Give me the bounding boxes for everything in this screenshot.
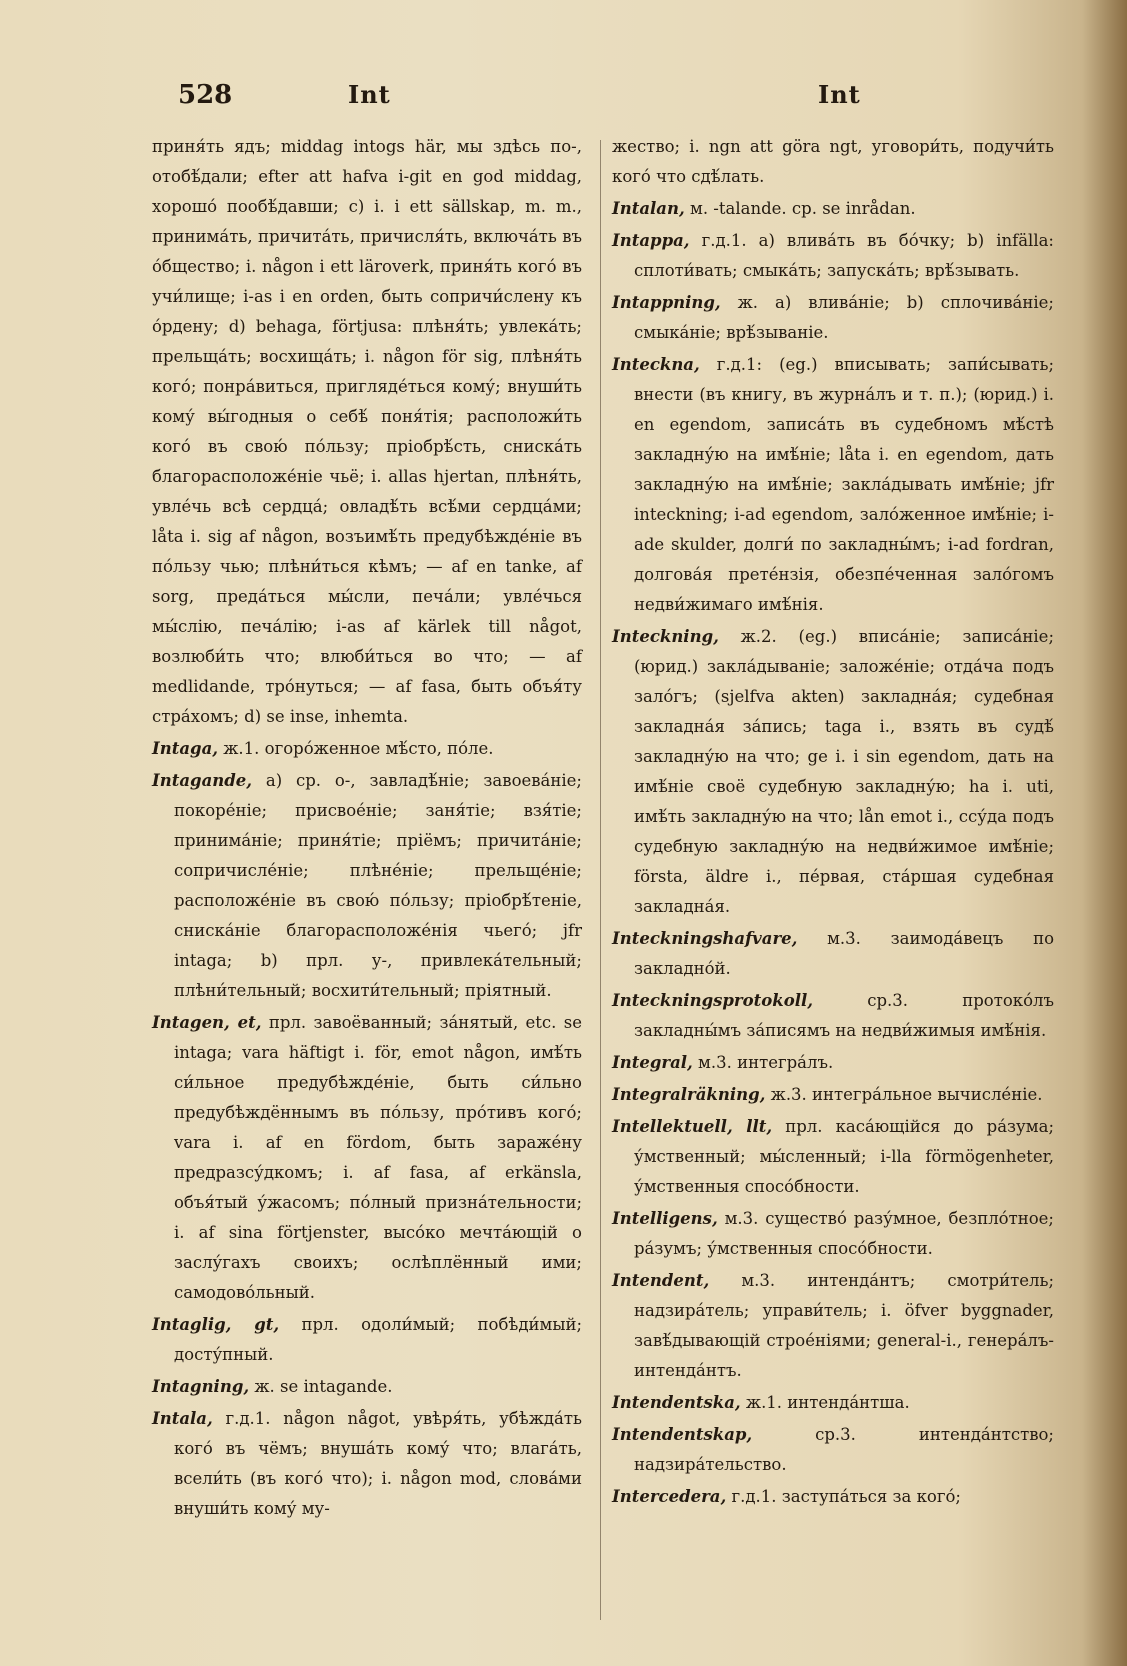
- entry-text: г.д.1: (eg.) вписывать; запи́сывать; внести (въ книгу, въ журна́лъ и т. п.); (юрид.) i. en egendom, записа́ть въ судебномъ мѣ́стѣ закладну́ю на имѣ́ніе; låta i. en egendom, дать закладну́ю на имѣ́ніе; закла́дывать имѣ́ніе; jfr inteckning; i-ad egendom, зало́женное имѣ́ніе; i-ade skulder, долги́ по закладны́мъ; i-ad fordran, долгова́я прете́нзія, обезпе́ченная зало́гомъ недви́жимаго имѣ́нія.: [634, 355, 1054, 614]
- entry-headword: Intendent,: [612, 1271, 710, 1290]
- entry-headword: Intala,: [152, 1409, 213, 1428]
- entry-headword: Intercedera,: [612, 1487, 727, 1506]
- dictionary-entry: [612, 1080, 1054, 1110]
- dictionary-entry: [152, 1008, 582, 1308]
- dictionary-entry: [152, 734, 582, 764]
- dictionary-entry: [612, 924, 1054, 984]
- dictionary-entry: [612, 288, 1054, 348]
- entry-headword: Intaga,: [152, 739, 218, 758]
- dictionary-entry: [152, 1404, 582, 1524]
- entry-text: м.3. заимода́вецъ по закладно́й.: [634, 929, 1054, 978]
- left-column: [152, 132, 582, 1632]
- left-running-head: Int: [348, 80, 391, 109]
- entry-headword: Integral,: [612, 1053, 693, 1072]
- dictionary-entry: [612, 1112, 1054, 1202]
- entry-text: a) ср. о-, завладѣ́ніе; завоева́ніе; покоре́ніе; присвое́ніе; заня́тіе; взя́тіе; принима́ніе; приня́тіе; пріёмъ; причита́ніе; сопричисле́ніе; плѣне́ніе; прельще́ніе; расположе́ніе въ свою́ по́льзу; пріобрѣ́теніе, сниска́ніе благорасположе́нія чьего́; jfr intaga; b) прл. у-, привлека́тельный; плѣни́тельный; восхити́тельный; пріятный.: [174, 771, 582, 1000]
- entry-headword: Intagen, et,: [152, 1013, 262, 1032]
- dictionary-entry: [612, 986, 1054, 1046]
- entry-headword: Intellektuell, llt,: [612, 1117, 773, 1136]
- entry-text: г.д.1. någon något, увѣря́ть, убѣжда́ть кого́ въ чёмъ; внуша́ть кому́ что; влага́ть, всели́ть (въ кого́ что); i. någon mod, слова́ми внуши́ть кому́ му-: [174, 1409, 582, 1518]
- entry-text: ж. a) влива́ніе; b) сплочива́ніе; смыка́ніе; врѣ́зываніе.: [634, 293, 1054, 342]
- right-running-head: Int: [818, 80, 861, 109]
- dictionary-entry: [612, 350, 1054, 620]
- entry-headword: Inteckning,: [612, 627, 719, 646]
- entry-text: ж.1. огоро́женное мѣ́сто, по́ле.: [218, 739, 494, 758]
- entry-headword: Intendentska,: [612, 1393, 741, 1412]
- dictionary-entry: [152, 132, 582, 732]
- entry-headword: Intendentskap,: [612, 1425, 753, 1444]
- entry-text: г.д.1. a) влива́ть въ бо́чку; b) infälla: сплоти́вать; смыка́ть; запуска́ть; врѣ́зывать.: [634, 231, 1054, 280]
- entry-text: м.3. интенда́нтъ; смотри́тель; надзира́тель; управи́тель; i. öfver byggnader, завѣ́дывающій строе́ніями; general-i., генера́лъ-интенда́нтъ.: [634, 1271, 1054, 1380]
- entry-text: приня́ть ядъ; middag intogs här, мы здѣсь по-, отобѣ́дали; efter att hafva i-git en god middag, хорошо́ пообѣ́давши; c) i. i ett sällskap, m. m., принима́ть, причита́ть, причисля́ть, включа́ть въ о́бщество; i. någon i ett läroverk, приня́ть кого́ въ учи́лище; i-as i en orden, быть сопричи́слену къ о́рдену; d) behaga, förtjusa: плѣня́ть; увлека́ть; прельща́ть; восхища́ть; i. någon för sig, плѣня́ть кого́; понра́виться, пригляде́ться кому́; внуши́ть кому́ вы́годныя о себѣ́ поня́тія; расположи́ть кого́ въ свою́ по́льзу; пріобрѣ́сть, сниска́ть благорасположе́ніе чьё; i. allas hjertan, плѣня́ть, увле́чь всѣ сердца́; овладѣ́ть всѣ́ми сердца́ми; låta i. sig af någon, возъимѣ́ть предубѣжде́ніе въ по́льзу чью; плѣни́ться кѣмъ; — af en tanke, af sorg, преда́ться мы́сли, печа́ли; увле́чься мы́слію, печа́лію; i-as af kärlek till något, возлюби́ть что; влюби́ться во что; — af medlidande, тро́нуться; — af fasa, быть объя́ту стра́хомъ; d) se inse, inhemta.: [152, 137, 582, 726]
- entry-headword: Intappa,: [612, 231, 690, 250]
- dictionary-entry: [612, 1482, 1054, 1512]
- entry-text: прл. каса́ющійся до ра́зума; у́мственный; мы́сленный; i-lla förmögenheter, у́мственныя спосо́бности.: [634, 1117, 1055, 1196]
- entry-headword: Intalan,: [612, 199, 685, 218]
- entry-text: м.3. интегра́лъ.: [692, 1053, 834, 1072]
- entry-headword: Intaglig, gt,: [152, 1315, 280, 1334]
- entry-text: прл. одоли́мый; побѣди́мый; досту́пный.: [174, 1315, 583, 1364]
- dictionary-entry: [612, 132, 1054, 192]
- dictionary-entry: [152, 1372, 582, 1402]
- entry-text: ср.3. протоко́лъ закладны́мъ за́писямъ на недви́жимыя имѣ́нія.: [634, 991, 1054, 1040]
- entry-text: ср.3. интенда́нтство; надзира́тельство.: [634, 1425, 1054, 1474]
- entry-headword: Inteckningshafvare,: [612, 929, 798, 948]
- dictionary-entry: [612, 226, 1054, 286]
- entry-text: ж. se intagande.: [249, 1377, 393, 1396]
- entry-headword: Intappning,: [612, 293, 721, 312]
- column-divider: [600, 140, 601, 1620]
- dictionary-entry: [612, 1420, 1054, 1480]
- dictionary-entry: [612, 1204, 1054, 1264]
- entry-headword: Integralräkning,: [612, 1085, 766, 1104]
- dictionary-entry: [612, 194, 1054, 224]
- page-header: [178, 80, 1058, 120]
- entry-headword: Intelligens,: [612, 1209, 718, 1228]
- entry-text: г.д.1. заступа́ться за кого́;: [726, 1487, 961, 1506]
- entry-text: м. -talande. ср. se inrådan.: [684, 199, 916, 218]
- entry-text: прл. завоёванный; за́нятый, etc. se intaga; vara häftigt i. för, emot någon, имѣ́ть си́льное предубѣжде́ніе, быть си́льно предубѣждённымъ въ по́льзу, про́тивъ кого́; vara i. af en fördom, быть зараже́ну предразсу́дкомъ; i. af fasa, af erkänsla, объя́тый у́жасомъ; по́лный призна́тельности; i. af sina förtjenster, высо́ко мечта́ющій о заслу́гахъ своихъ; ослѣплённый ими; самодово́льный.: [174, 1013, 582, 1302]
- entry-headword: Intagande,: [152, 771, 253, 790]
- dictionary-entry: [612, 1388, 1054, 1418]
- right-column: [612, 132, 1054, 1632]
- entry-text: м.3. существо́ разу́мное, безпло́тное; ра́зумъ; у́мственныя спосо́бности.: [634, 1209, 1054, 1258]
- page-number: 528: [178, 80, 233, 110]
- entry-text: ж.3. интегра́льное вычисле́ніе.: [765, 1085, 1043, 1104]
- dictionary-entry: [152, 766, 582, 1006]
- entry-text: жество; i. ngn att göra ngt, уговори́ть, подучи́ть кого́ что сдѣ́лать.: [612, 137, 1054, 186]
- entry-headword: Inteckningsprotokoll,: [612, 991, 813, 1010]
- entry-headword: Intagning,: [152, 1377, 250, 1396]
- dictionary-entry: [612, 1048, 1054, 1078]
- entry-text: ж.2. (eg.) вписа́ніе; записа́ніе; (юрид.) закла́дываніе; заложе́ніе; отда́ча подъ зало́гъ; (sjelfva akten) закладна́я; судебная закладна́я за́пись; taga i., взять въ судѣ́ закладну́ю на что; ge i. i sin egendom, дать на имѣ́ніе своё судебную закладну́ю; ha i. uti, имѣ́ть закладну́ю на что; lån emot i., ссу́да подъ судебную закладну́ю на недви́жимое имѣ́ніе; första, äldre i., пе́рвая, ста́ршая судебная закладна́я.: [634, 627, 1054, 916]
- dictionary-entry: [612, 1266, 1054, 1386]
- dictionary-entry: [152, 1310, 582, 1370]
- entry-text: ж.1. интенда́нтша.: [740, 1393, 910, 1412]
- entry-headword: Inteckna,: [612, 355, 700, 374]
- dictionary-entry: [612, 622, 1054, 922]
